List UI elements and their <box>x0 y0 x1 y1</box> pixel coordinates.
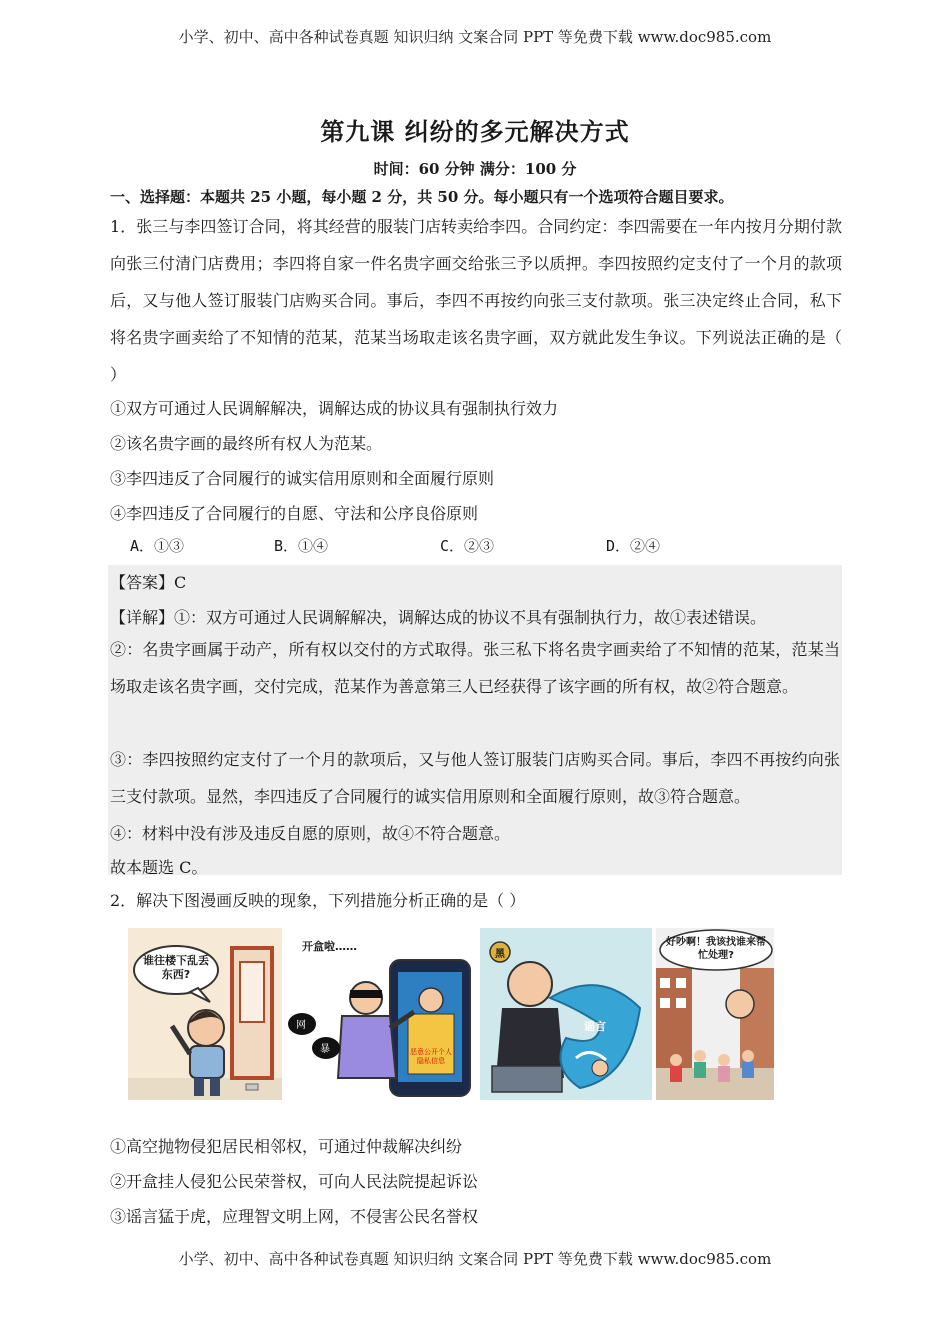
q1-analysis-3: ③：李四按照约定支付了一个月的款项后，又与他人签订服装门店购买合同。事后，李四不再按约向张三支付款项。显然，李四违反了合同履行的诚实信用原则和全面履行原则，故③符合题意。 <box>110 750 840 806</box>
q1-choice-a: A．①③ <box>130 537 185 555</box>
q1-choice-c: C．②③ <box>440 537 495 555</box>
q1-conclusion: 故本题选 C。 <box>110 858 208 877</box>
noise-speech-bubble: 好吵啊！我该找谁来帮忙处理? <box>666 937 766 961</box>
section-heading: 一、选择题：本题共 25 小题，每小题 2 分，共 50 分。每小题只有一个选项符合题目要求。 <box>110 188 734 206</box>
doxxing-sign: 恶意公开个人隐私信息 <box>410 1048 452 1065</box>
question-1-stem: 1．张三与李四签订合同，将其经营的服装门店转卖给李四。合同约定：李四需要在一年内按月分期付款向张三付清门店费用；李四将自家一件名贵字画交给张三予以质押。李四按照约定支付了一个月的款项后，又与他人签订服装门店购买合同。事后，李四不再按约向张三支付款项。张三决定终止合同，私下将名贵字画卖给了不知情的范某，范某当场取走该名贵字画，双方就此发生争议。下列说法正确的是（ ） <box>110 217 842 384</box>
q1-answer: 【答案】C <box>110 573 187 592</box>
q1-statement-4: ④李四违反了合同履行的自愿、守法和公序良俗原则 <box>110 504 479 523</box>
rumor-badge: 黑 <box>495 949 505 960</box>
q1-analysis-2: ②：名贵字画属于动产，所有权以交付的方式取得。张三私下将名贵字画卖给了不知情的范某，范某当场取走该名贵字画，交付完成，范某作为善意第三人已经获得了该字画的所有权，故②符合题意。 <box>110 640 840 696</box>
document-title: 第九课 纠纷的多元解决方式 <box>320 117 630 146</box>
doxxing-caption: 开盒啦…… <box>302 940 357 953</box>
q1-choice-b: B．①④ <box>274 537 329 555</box>
q2-statement-1: ①高空抛物侵犯居民相邻权，可通过仲裁解决纠纷 <box>110 1137 463 1156</box>
littering-speech-bubble: 谁往楼下乱丢东西? <box>143 954 209 981</box>
question-2-stem: 2．解决下图漫画反映的现象，下列措施分析正确的是（ ） <box>110 891 526 910</box>
page-footer: 小学、初中、高中各种试卷真题 知识归纳 文案合同 PPT 等免费下载 www.doc985.com <box>178 1250 772 1268</box>
q1-analysis-4: ④：材料中没有涉及违反自愿的原则，故④不符合题意。 <box>110 824 511 843</box>
comic-panel-littering <box>128 928 282 1100</box>
q1-choice-d: D．②④ <box>606 537 661 555</box>
comic-panel-rumor <box>480 928 652 1100</box>
comic-panel-doxxing <box>286 928 474 1100</box>
exam-meta: 时间：60 分钟 满分：100 分 <box>373 160 577 178</box>
q1-analysis-1: 【详解】①：双方可通过人民调解解决，调解达成的协议不具有强制执行力，故①表述错误。 <box>110 608 767 627</box>
doxxing-tag-violence: 暴 <box>320 1044 330 1055</box>
q1-statement-1: ①双方可通过人民调解解决，调解达成的协议具有强制执行效力 <box>110 399 559 418</box>
q1-statement-2: ②该名贵字画的最终所有权人为范某。 <box>110 434 383 453</box>
q1-statement-3: ③李四违反了合同履行的诚实信用原则和全面履行原则 <box>110 469 495 488</box>
comic-strip <box>128 928 774 1100</box>
q2-statement-3: ③谣言猛于虎，应理智文明上网，不侵害公民名誉权 <box>110 1207 479 1226</box>
rumor-illustration <box>480 928 652 1100</box>
rumor-wave-label: 谣言 <box>584 1020 606 1033</box>
doxxing-tag-net: 网 <box>296 1020 306 1031</box>
page-header: 小学、初中、高中各种试卷真题 知识归纳 文案合同 PPT 等免费下载 www.doc985.com <box>178 28 772 46</box>
comic-panel-noise <box>656 928 774 1100</box>
q2-statement-2: ②开盒挂人侵犯公民荣誉权，可向人民法院提起诉讼 <box>110 1172 479 1191</box>
